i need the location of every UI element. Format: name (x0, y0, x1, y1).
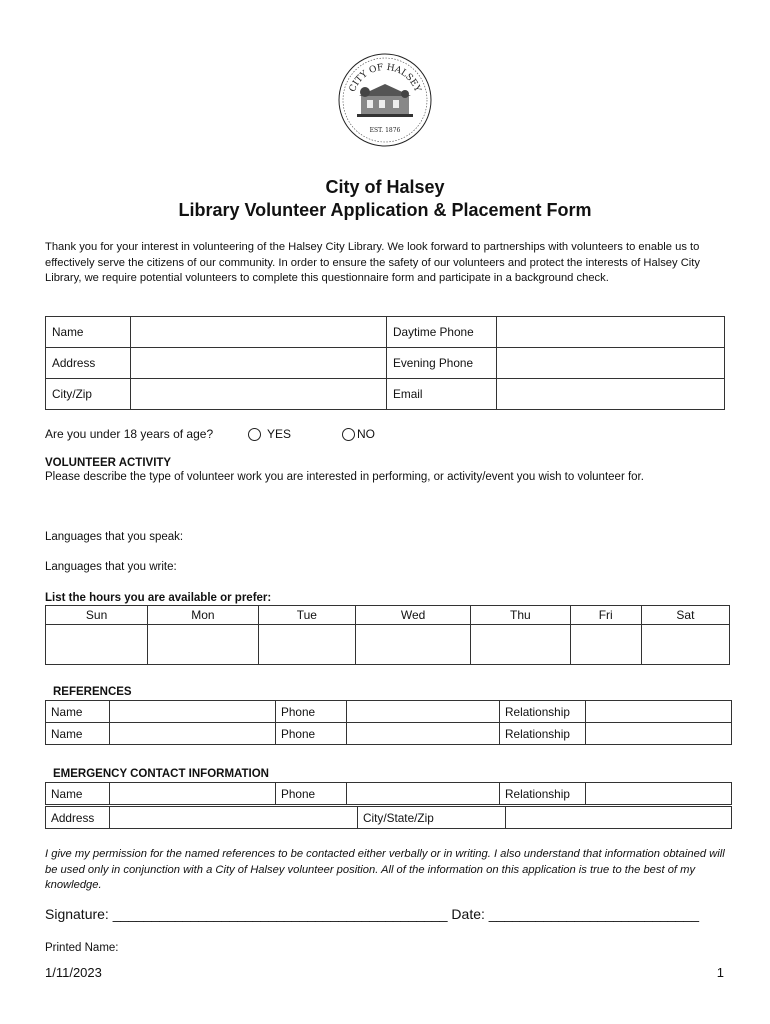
emergency-table (45, 782, 732, 805)
languages-write-label: Languages that you write: (45, 561, 177, 573)
hours-heading: List the hours you are available or prefer: (45, 592, 272, 604)
permission-statement: I give my permission for the named references to be contacted either verbally or in writing. I also understand that information obtained will be used only in conjunction with a City of Halsey volunteer position. All of the information on this application is true to the best of my knowledge. (45, 848, 725, 891)
languages-speak-label: Languages that you speak: (45, 531, 184, 543)
ref1-name-label: Name (46, 701, 110, 723)
daytime-phone-field[interactable] (497, 317, 725, 348)
emergency-phone-label: Phone (276, 783, 347, 805)
age-yes-label: YES (267, 427, 292, 441)
emergency-address-label: Address (46, 807, 110, 829)
email-label: Email (387, 379, 497, 410)
emergency-address-field[interactable] (110, 807, 358, 829)
table-row (46, 783, 732, 805)
city-seal-logo (337, 52, 433, 148)
signature-line (45, 906, 699, 922)
age-question (45, 427, 213, 441)
radio-yes[interactable] (248, 428, 261, 441)
hours-tue-field[interactable] (258, 625, 355, 665)
references-heading: REFERENCES (53, 686, 132, 698)
building-illustration (357, 84, 413, 117)
hours-table (45, 605, 730, 665)
evening-phone-label: Evening Phone (387, 348, 497, 379)
hours-wed-field[interactable] (356, 625, 471, 665)
form-title: Library Volunteer Application & Placement Form (178, 200, 592, 220)
emergency-city-state-zip-label: City/State/Zip (358, 807, 506, 829)
city-zip-field[interactable] (131, 379, 387, 410)
references-table (45, 700, 732, 745)
printed-name-label: Printed Name: (45, 942, 119, 954)
ref2-phone-field[interactable] (347, 723, 500, 745)
hours-sun-field[interactable] (46, 625, 148, 665)
day-header-thu: Thu (471, 606, 570, 625)
page-title: City of Halsey (325, 177, 445, 197)
name-label: Name (46, 317, 131, 348)
age-no-label: NO (357, 427, 375, 441)
table-row (46, 807, 732, 829)
age-no-option[interactable] (342, 427, 375, 441)
hours-sat-field[interactable] (641, 625, 729, 665)
ref2-name-field[interactable] (110, 723, 276, 745)
day-header-fri: Fri (570, 606, 641, 625)
date-field[interactable]: ___________________________ (488, 906, 700, 922)
ref1-phone-label: Phone (276, 701, 347, 723)
table-row (46, 723, 732, 745)
ref2-name-label: Name (46, 723, 110, 745)
intro-paragraph: Thank you for your interest in volunteering of the Halsey City Library. We look forward to partnerships with volunteers to enable us to effectively serve the citizens of our community. In order to ensure the safety of our volunteers and protect the interests of Halsey City Library, we require potential volunteers to complete this questionnaire form and participate in a background check. (45, 241, 700, 285)
footer-date: 1/11/2023 (45, 965, 102, 980)
day-header-tue: Tue (258, 606, 355, 625)
name-field[interactable] (131, 317, 387, 348)
radio-no[interactable] (342, 428, 355, 441)
signature-label: Signature: (45, 906, 109, 922)
ref1-relationship-label: Relationship (500, 701, 586, 723)
day-header-sun: Sun (46, 606, 148, 625)
age-question-label: Are you under 18 years of age? (45, 427, 214, 441)
page-number: 1 (716, 965, 724, 980)
ref2-phone-label: Phone (276, 723, 347, 745)
emergency-name-label: Name (46, 783, 110, 805)
day-header-wed: Wed (356, 606, 471, 625)
emergency-name-field[interactable] (110, 783, 276, 805)
emergency-phone-field[interactable] (347, 783, 500, 805)
hours-fri-field[interactable] (570, 625, 641, 665)
emergency-address-table (45, 806, 732, 829)
emergency-city-state-zip-field[interactable] (506, 807, 732, 829)
emergency-relationship-field[interactable] (586, 783, 732, 805)
seal-bottom-text: EST. 1876 (369, 127, 401, 134)
signature-field[interactable]: ___________________________________________ (112, 906, 448, 922)
contact-info-table (45, 316, 725, 410)
address-field[interactable] (131, 348, 387, 379)
emergency-heading: EMERGENCY CONTACT INFORMATION (53, 768, 269, 780)
date-label: Date: (451, 906, 485, 922)
emergency-relationship-label: Relationship (500, 783, 586, 805)
city-zip-label: City/Zip (46, 379, 131, 410)
email-field[interactable] (497, 379, 725, 410)
volunteer-activity-prompt: Please describe the type of volunteer work you are interested in performing, or activity/event you wish to volunteer for. (45, 471, 644, 483)
seal-top-text: CITY OF HALSEY (347, 62, 423, 94)
evening-phone-field[interactable] (497, 348, 725, 379)
table-row (46, 701, 732, 723)
ref2-relationship-field[interactable] (586, 723, 732, 745)
day-header-sat: Sat (641, 606, 729, 625)
daytime-phone-label: Daytime Phone (387, 317, 497, 348)
volunteer-activity-heading: VOLUNTEER ACTIVITY (45, 457, 172, 469)
hours-mon-field[interactable] (148, 625, 258, 665)
day-header-mon: Mon (148, 606, 258, 625)
ref2-relationship-label: Relationship (500, 723, 586, 745)
address-label: Address (46, 348, 131, 379)
ref1-name-field[interactable] (110, 701, 276, 723)
ref1-relationship-field[interactable] (586, 701, 732, 723)
hours-thu-field[interactable] (471, 625, 570, 665)
ref1-phone-field[interactable] (347, 701, 500, 723)
age-yes-option[interactable] (248, 427, 291, 441)
